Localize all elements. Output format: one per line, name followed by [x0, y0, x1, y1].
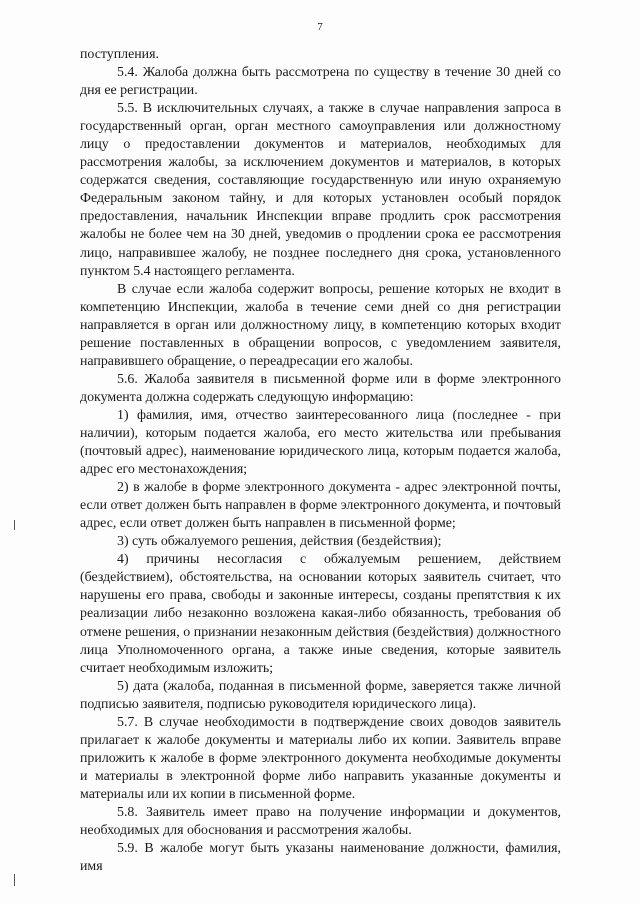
list-item-5-6-4: 4) причины несогласия с обжалуемым решением, действием (бездействием), обстоятельства, на основании которых заявитель считает, что нарушены его права, свободы и законные интересы, созданы препятствия к их реализации либо незаконно возложена какая-либо обязанность, требования об отмене решения, о признании незаконным действия (бездействия) должностного лица Уполномоченного органа, а также иные сведения, которые заявитель считает необходимым изложить;: [80, 552, 561, 676]
document-body: [80, 46, 561, 876]
paragraph-5-5-redirect: В случае если жалоба содержит вопросы, решение которых не входит в компетенцию Инспекции, жалоба в течение семи дней со дня регистрации направляется в орган или должностному лицу, в компетенцию которых входит решение поставленных в обращении вопросов, с уведомлением заявителя, направившего обращение, о переадресации его жалобы.: [80, 281, 561, 369]
paragraph-5-9: 5.9. В жалобе могут быть указаны наименование должности, фамилия, имя: [80, 841, 561, 875]
paragraph-5-6: 5.6. Жалоба заявителя в письменной форме или в форме электронного документа должна содержать следующую информацию:: [80, 371, 561, 405]
paragraph-5-4: 5.4. Жалоба должна быть рассмотрена по существу в течение 30 дней со дня ее регистрации.: [80, 65, 561, 99]
list-item-5-6-5: 5) дата (жалоба, поданная в письменной форме, заверяется также личной подписью заявителя, подписью руководителя юридического лица).: [80, 678, 561, 712]
scan-margin-mark: [14, 520, 15, 530]
page-number: 7: [317, 21, 323, 33]
list-item-5-6-3: 3) суть обжалуемого решения, действия (бездействия);: [117, 534, 442, 550]
paragraph-5-5: 5.5. В исключительных случаях, а также в случае направления запроса в государственный орган, орган местного самоуправления или должностному лицу о предоставлении документов и материалов, необходимых для рассмотрения жалобы, за исключением документов и материалов, в которых содержатся сведения, составляющие государственную или иную охраняемую Федеральным законом тайну, и для которых установлен особый порядок предоставления, начальник Инспекции вправе продлить срок рассмотрения жалобы не более чем на 30 дней, уведомив о продлении срока ее рассмотрения лицо, направившее жалобу, не позднее последнего дня срока, установленного пунктом 5.4 настоящего регламента.: [80, 101, 561, 279]
list-item-5-6-2: 2) в жалобе в форме электронного документа - адрес электронной почты, если ответ должен быть направлен в форме электронного документа, и почтовый адрес, если ответ должен быть направлен в письменной форме;: [80, 480, 561, 532]
paragraph-5-7: 5.7. В случае необходимости в подтверждение своих доводов заявитель прилагает к жалобе документы и материалы либо их копии. Заявитель вправе приложить к жалобе в форме электронного документа необходимые документы и материалы в электронной форме либо направить указанные документы и материалы или их копии в письменной форме.: [80, 714, 561, 802]
paragraph-continuation: поступления.: [80, 47, 159, 62]
scan-margin-mark: [14, 874, 15, 886]
paragraph-5-8: 5.8. Заявитель имеет право на получение информации и документов, необходимых для обоснования и рассмотрения жалобы.: [80, 804, 561, 839]
list-item-5-6-1: 1) фамилия, имя, отчество заинтересованного лица (последнее - при наличии), которым подается жалоба, его место жительства или пребывания (почтовый адрес), наименование юридического лица, которым подается жалоба, адрес его местонахождения;: [80, 407, 561, 478]
